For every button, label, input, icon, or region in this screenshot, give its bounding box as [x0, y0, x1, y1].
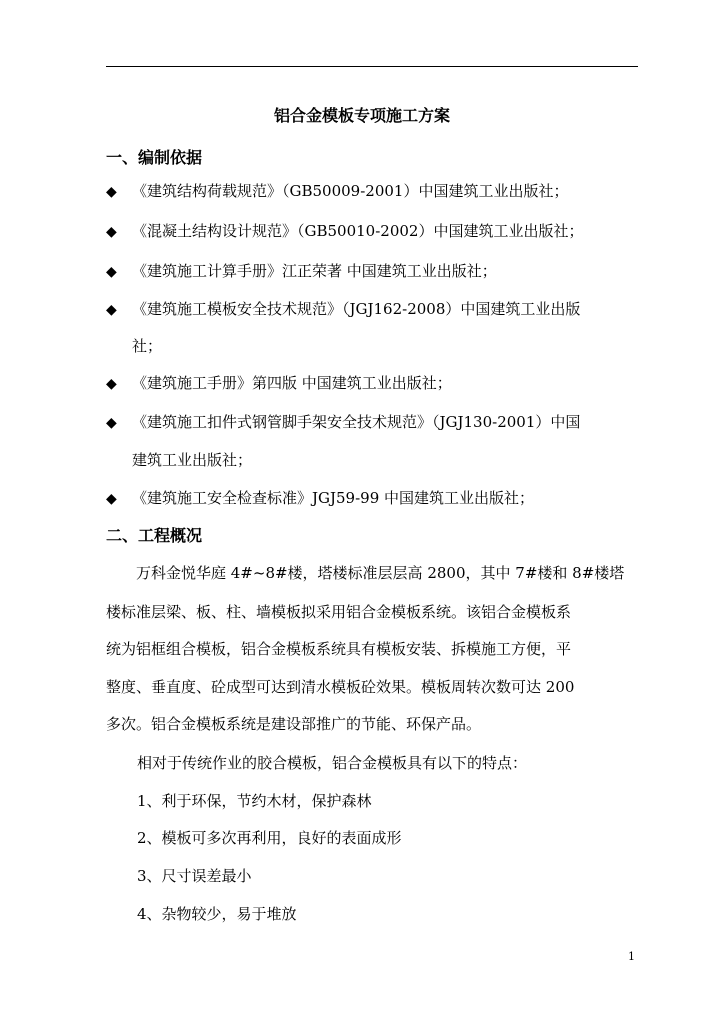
document-title: 铝合金模板专项施工方案	[273, 106, 450, 125]
basis-item	[106, 179, 646, 204]
features-intro: 相对于传统作业的胶合模板，铝合金模板具有以下的特点：	[137, 754, 528, 772]
diamond-bullet-icon: ◆	[106, 376, 117, 392]
overview-paragraph-line: 楼标准层梁、板、柱、墙模板拟采用铝合金模板系统。该铝合金模板系	[106, 603, 572, 621]
basis-item-text: 《建筑结构荷载规范》（GB50009-2001）中国建筑工业出版社；	[132, 182, 569, 200]
basis-item-text: 《建筑施工扣件式钢管脚手架安全技术规范》（JGJ130-2001）中国	[132, 413, 581, 431]
basis-item	[106, 297, 646, 322]
basis-item-text: 《建筑施工计算手册》江正荣著 中国建筑工业出版社；	[132, 262, 497, 280]
basis-item	[106, 371, 646, 396]
diamond-bullet-icon: ◆	[106, 415, 117, 431]
header-rule	[106, 66, 638, 67]
diamond-bullet-icon: ◆	[106, 491, 117, 507]
feature-item: 2、模板可多次再利用，良好的表面成形	[137, 829, 402, 847]
basis-item	[106, 259, 646, 284]
basis-item	[106, 219, 646, 244]
page-number: 1	[628, 950, 635, 963]
diamond-bullet-icon: ◆	[106, 184, 117, 200]
overview-paragraph-line: 统为铝框组合模板，铝合金模板系统具有模板安装、拆模施工方便，平	[106, 640, 572, 658]
section-heading-overview: 二、工程概况	[106, 526, 203, 545]
overview-paragraph-line: 多次。铝合金模板系统是建设部推广的节能、环保产品。	[106, 715, 482, 733]
basis-item-continuation: 建筑工业出版社；	[132, 451, 253, 469]
basis-item-text: 《建筑施工模板安全技术规范》（JGJ162-2008）中国建筑工业出版	[132, 300, 581, 318]
basis-item-continuation: 社；	[132, 337, 163, 355]
feature-item: 1、利于环保，节约木材，保护森林	[137, 792, 372, 810]
feature-item: 3、尺寸误差最小	[137, 867, 252, 885]
basis-item	[106, 410, 646, 435]
diamond-bullet-icon: ◆	[106, 302, 117, 318]
diamond-bullet-icon: ◆	[106, 264, 117, 280]
overview-paragraph-line: 万科金悦华庭 4#~8#楼，塔楼标准层层高 2800，其中 7#楼和 8#楼塔	[136, 564, 625, 582]
basis-item-text: 《建筑施工安全检查标准》JGJ59-99 中国建筑工业出版社；	[132, 489, 535, 507]
basis-item-text: 《建筑施工手册》第四版 中国建筑工业出版社；	[132, 374, 452, 392]
feature-item: 4、杂物较少，易于堆放	[137, 905, 297, 923]
basis-item	[106, 486, 646, 511]
section-heading-basis: 一、编制依据	[106, 148, 203, 167]
basis-item-text: 《混凝土结构设计规范》（GB50010-2002）中国建筑工业出版社；	[132, 222, 584, 240]
diamond-bullet-icon: ◆	[106, 224, 117, 240]
overview-paragraph-line: 整度、垂直度、砼成型可达到清水模板砼效果。模板周转次数可达 200	[106, 678, 575, 696]
